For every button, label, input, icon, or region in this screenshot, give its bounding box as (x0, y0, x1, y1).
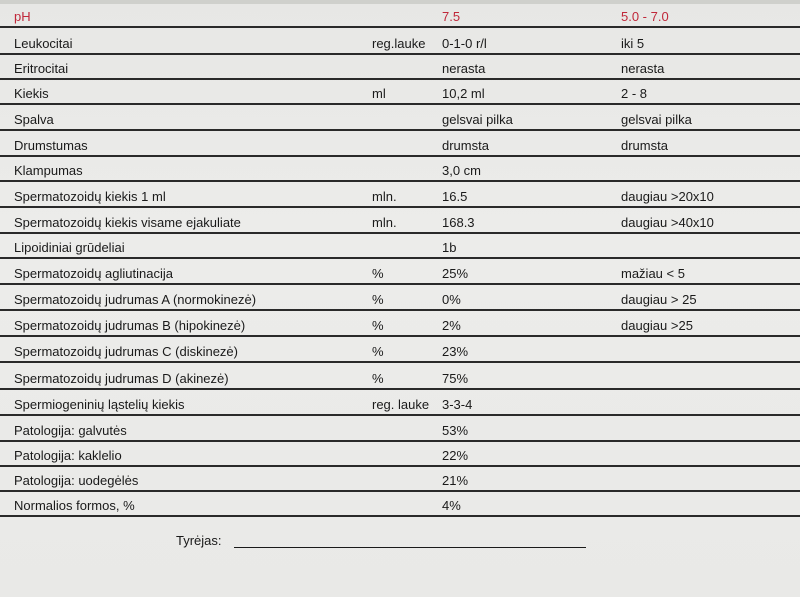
parameter-name: Patologija: galvutės (14, 423, 127, 438)
parameter-value: 4% (442, 498, 461, 513)
parameter-name: Lipoidiniai grūdeliai (14, 240, 125, 255)
parameter-unit: % (372, 371, 384, 386)
parameter-norm: daugiau >20x10 (621, 189, 714, 204)
parameter-norm: daugiau >25 (621, 318, 693, 333)
parameter-name: Drumstumas (14, 138, 88, 153)
parameter-value: 21% (442, 473, 469, 488)
parameter-norm: daugiau > 25 (621, 292, 697, 307)
table-row (0, 416, 800, 442)
row-divider (0, 26, 800, 28)
parameter-value: 75% (442, 371, 469, 386)
table-row (0, 492, 800, 517)
parameter-value: 22% (442, 448, 469, 463)
parameter-name: Eritrocitai (14, 61, 69, 76)
parameter-norm: drumsta (621, 138, 668, 153)
parameter-value: 53% (442, 423, 469, 438)
parameter-name: Spermatozoidų judrumas A (normokinezė) (14, 292, 257, 307)
parameter-norm: nerasta (621, 61, 665, 76)
parameter-norm: daugiau >40x10 (621, 215, 714, 230)
parameter-name: Spermatozoidų agliutinacija (14, 266, 173, 281)
parameter-unit: % (372, 266, 384, 281)
parameter-value: 16.5 (442, 189, 468, 204)
table-row (0, 234, 800, 259)
table-row (0, 30, 800, 55)
table-row (0, 182, 800, 208)
parameter-norm: gelsvai pilka (621, 112, 692, 127)
table-row (0, 105, 800, 131)
table-row (0, 363, 800, 390)
table-row (0, 131, 800, 157)
parameter-name: Patologija: kaklelio (14, 448, 122, 463)
parameter-unit: % (372, 318, 384, 333)
table-row (0, 4, 800, 28)
parameter-value: nerasta (442, 61, 486, 76)
parameter-value: 3,0 cm (442, 163, 482, 178)
parameter-value: 168.3 (442, 215, 475, 230)
parameter-unit: reg. lauke (372, 397, 430, 412)
parameter-value: 3-3-4 (442, 397, 473, 412)
table-row (0, 390, 800, 416)
parameter-value: drumsta (442, 138, 489, 153)
table-row (0, 157, 800, 182)
parameter-name: Spermatozoidų judrumas B (hipokinezė) (14, 318, 246, 333)
parameter-value: 2% (442, 318, 461, 333)
parameter-name: Spermiogeninių ląstelių kiekis (14, 397, 185, 412)
table-row (0, 467, 800, 492)
parameter-name: Normalios formos, % (14, 498, 135, 513)
parameter-value: 1b (442, 240, 457, 255)
parameter-name: Kiekis (14, 86, 49, 101)
parameter-name: Spermatozoidų kiekis visame ejakuliate (14, 215, 241, 230)
parameter-unit: ml (372, 86, 386, 101)
parameter-name: Spalva (14, 112, 54, 127)
parameter-value: 0-1-0 r/l (442, 36, 487, 51)
parameter-norm: 2 - 8 (621, 86, 648, 101)
parameter-value: gelsvai pilka (442, 112, 513, 127)
table-row (0, 208, 800, 234)
parameter-norm: 5.0 - 7.0 (621, 9, 669, 24)
parameter-unit: % (372, 292, 384, 307)
parameter-unit: mln. (372, 215, 397, 230)
parameter-value: 0% (442, 292, 461, 307)
row-divider (0, 515, 800, 517)
examiner-label: Tyrėjas: (176, 533, 222, 548)
table-row (0, 337, 800, 363)
parameter-unit: reg.lauke (372, 36, 426, 51)
parameter-norm: mažiau < 5 (621, 266, 685, 281)
parameter-name: Leukocitai (14, 36, 73, 51)
parameter-name: Spermatozoidų kiekis 1 ml (14, 189, 166, 204)
parameter-name: pH (14, 9, 31, 24)
table-row (0, 259, 800, 285)
parameter-norm: iki 5 (621, 36, 645, 51)
parameter-unit: % (372, 344, 384, 359)
table-row (0, 311, 800, 337)
parameter-value: 7.5 (442, 9, 461, 24)
parameter-unit: mln. (372, 189, 397, 204)
signature-line (234, 547, 586, 548)
table-row (0, 55, 800, 80)
parameter-name: Spermatozoidų judrumas D (akinezė) (14, 371, 229, 386)
parameter-name: Patologija: uodegėlės (14, 473, 139, 488)
parameter-value: 23% (442, 344, 469, 359)
table-row (0, 285, 800, 311)
parameter-name: Spermatozoidų judrumas C (diskinezė) (14, 344, 238, 359)
table-row (0, 80, 800, 105)
table-row (0, 442, 800, 467)
parameter-value: 25% (442, 266, 469, 281)
parameter-value: 10,2 ml (442, 86, 485, 101)
parameter-name: Klampumas (14, 163, 83, 178)
